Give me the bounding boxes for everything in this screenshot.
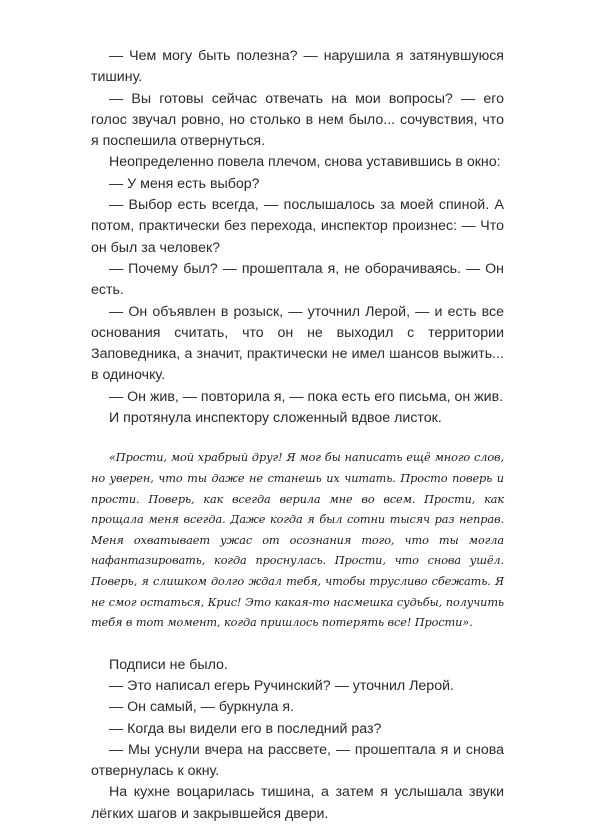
paragraph: — Это написал егерь Ручинский? — уточнил Лерой. xyxy=(109,677,454,694)
paragraph: — Он объявлен в розыск, — уточнил Лерой, — и есть все основания считать, что он не выходил с территории Заповедника, а значит, практически не имел шансов выжить... в одиночку. xyxy=(91,303,504,384)
paragraph: На кухне воцарилась тишина, а затем я услышала звуки лёгких шагов и закрывшейся двери. xyxy=(91,784,504,822)
paragraph: — Почему был? — прошептала я, не оборачиваясь. — Он есть. xyxy=(91,260,504,299)
paragraph: — Вы готовы сейчас отвечать на мои вопросы? — его голос звучал ровно, но столько в нем было... сочувствия, что я поспешила отвернуться. xyxy=(91,90,504,150)
paragraph: — Он самый, — буркнула я. xyxy=(109,699,295,716)
paragraph: — Он жив, — повторила я, — пока есть его письма, он жив. xyxy=(109,388,504,405)
paragraph: — Когда вы видели его в последний раз? xyxy=(109,720,382,737)
handwritten-letter: «Прости, мой храбрый друг! Я мог бы написать ещё много слов, но уверен, что ты даже не станешь их читать. Просто поверь и прости. Поверь, как всегда верила мне во всем. Прости, как прощала меня всегда. Даже когда я был сотни тысяч раз неправ. Меня охватывает ужас от осознания того, что ты могла нафантазировать, когда проснулась. Прости, что снова ушёл. Поверь, я слишком долго ждал тебя, чтобы трусливо сбежать. Я не смог остаться, Крис! Это какая-то насмешка судьбы, получить тебя в тот момент, когда пришлось потерять все! Прости». xyxy=(91,451,504,630)
paragraph: И протянула инспектору сложенный вдвое листок. xyxy=(109,410,442,427)
paragraph: Неопределенно повела плечом, снова уставившись в окно: xyxy=(109,154,501,171)
book-page xyxy=(91,46,504,825)
paragraph: — Выбор есть всегда, — послышалось за моей спиной. А потом, практически без перехода, инспектор произнес: — Что он был за человек? xyxy=(91,197,504,256)
paragraph: — Чем могу быть полезна? — нарушила я затянувшуюся тишину. xyxy=(91,48,504,86)
paragraph: Подписи не было. xyxy=(109,656,228,673)
paragraph: — У меня есть выбор? xyxy=(109,175,260,192)
paragraph: — Мы уснули вчера на рассвете, — прошептала я и снова отвернулась к окну. xyxy=(91,741,504,780)
